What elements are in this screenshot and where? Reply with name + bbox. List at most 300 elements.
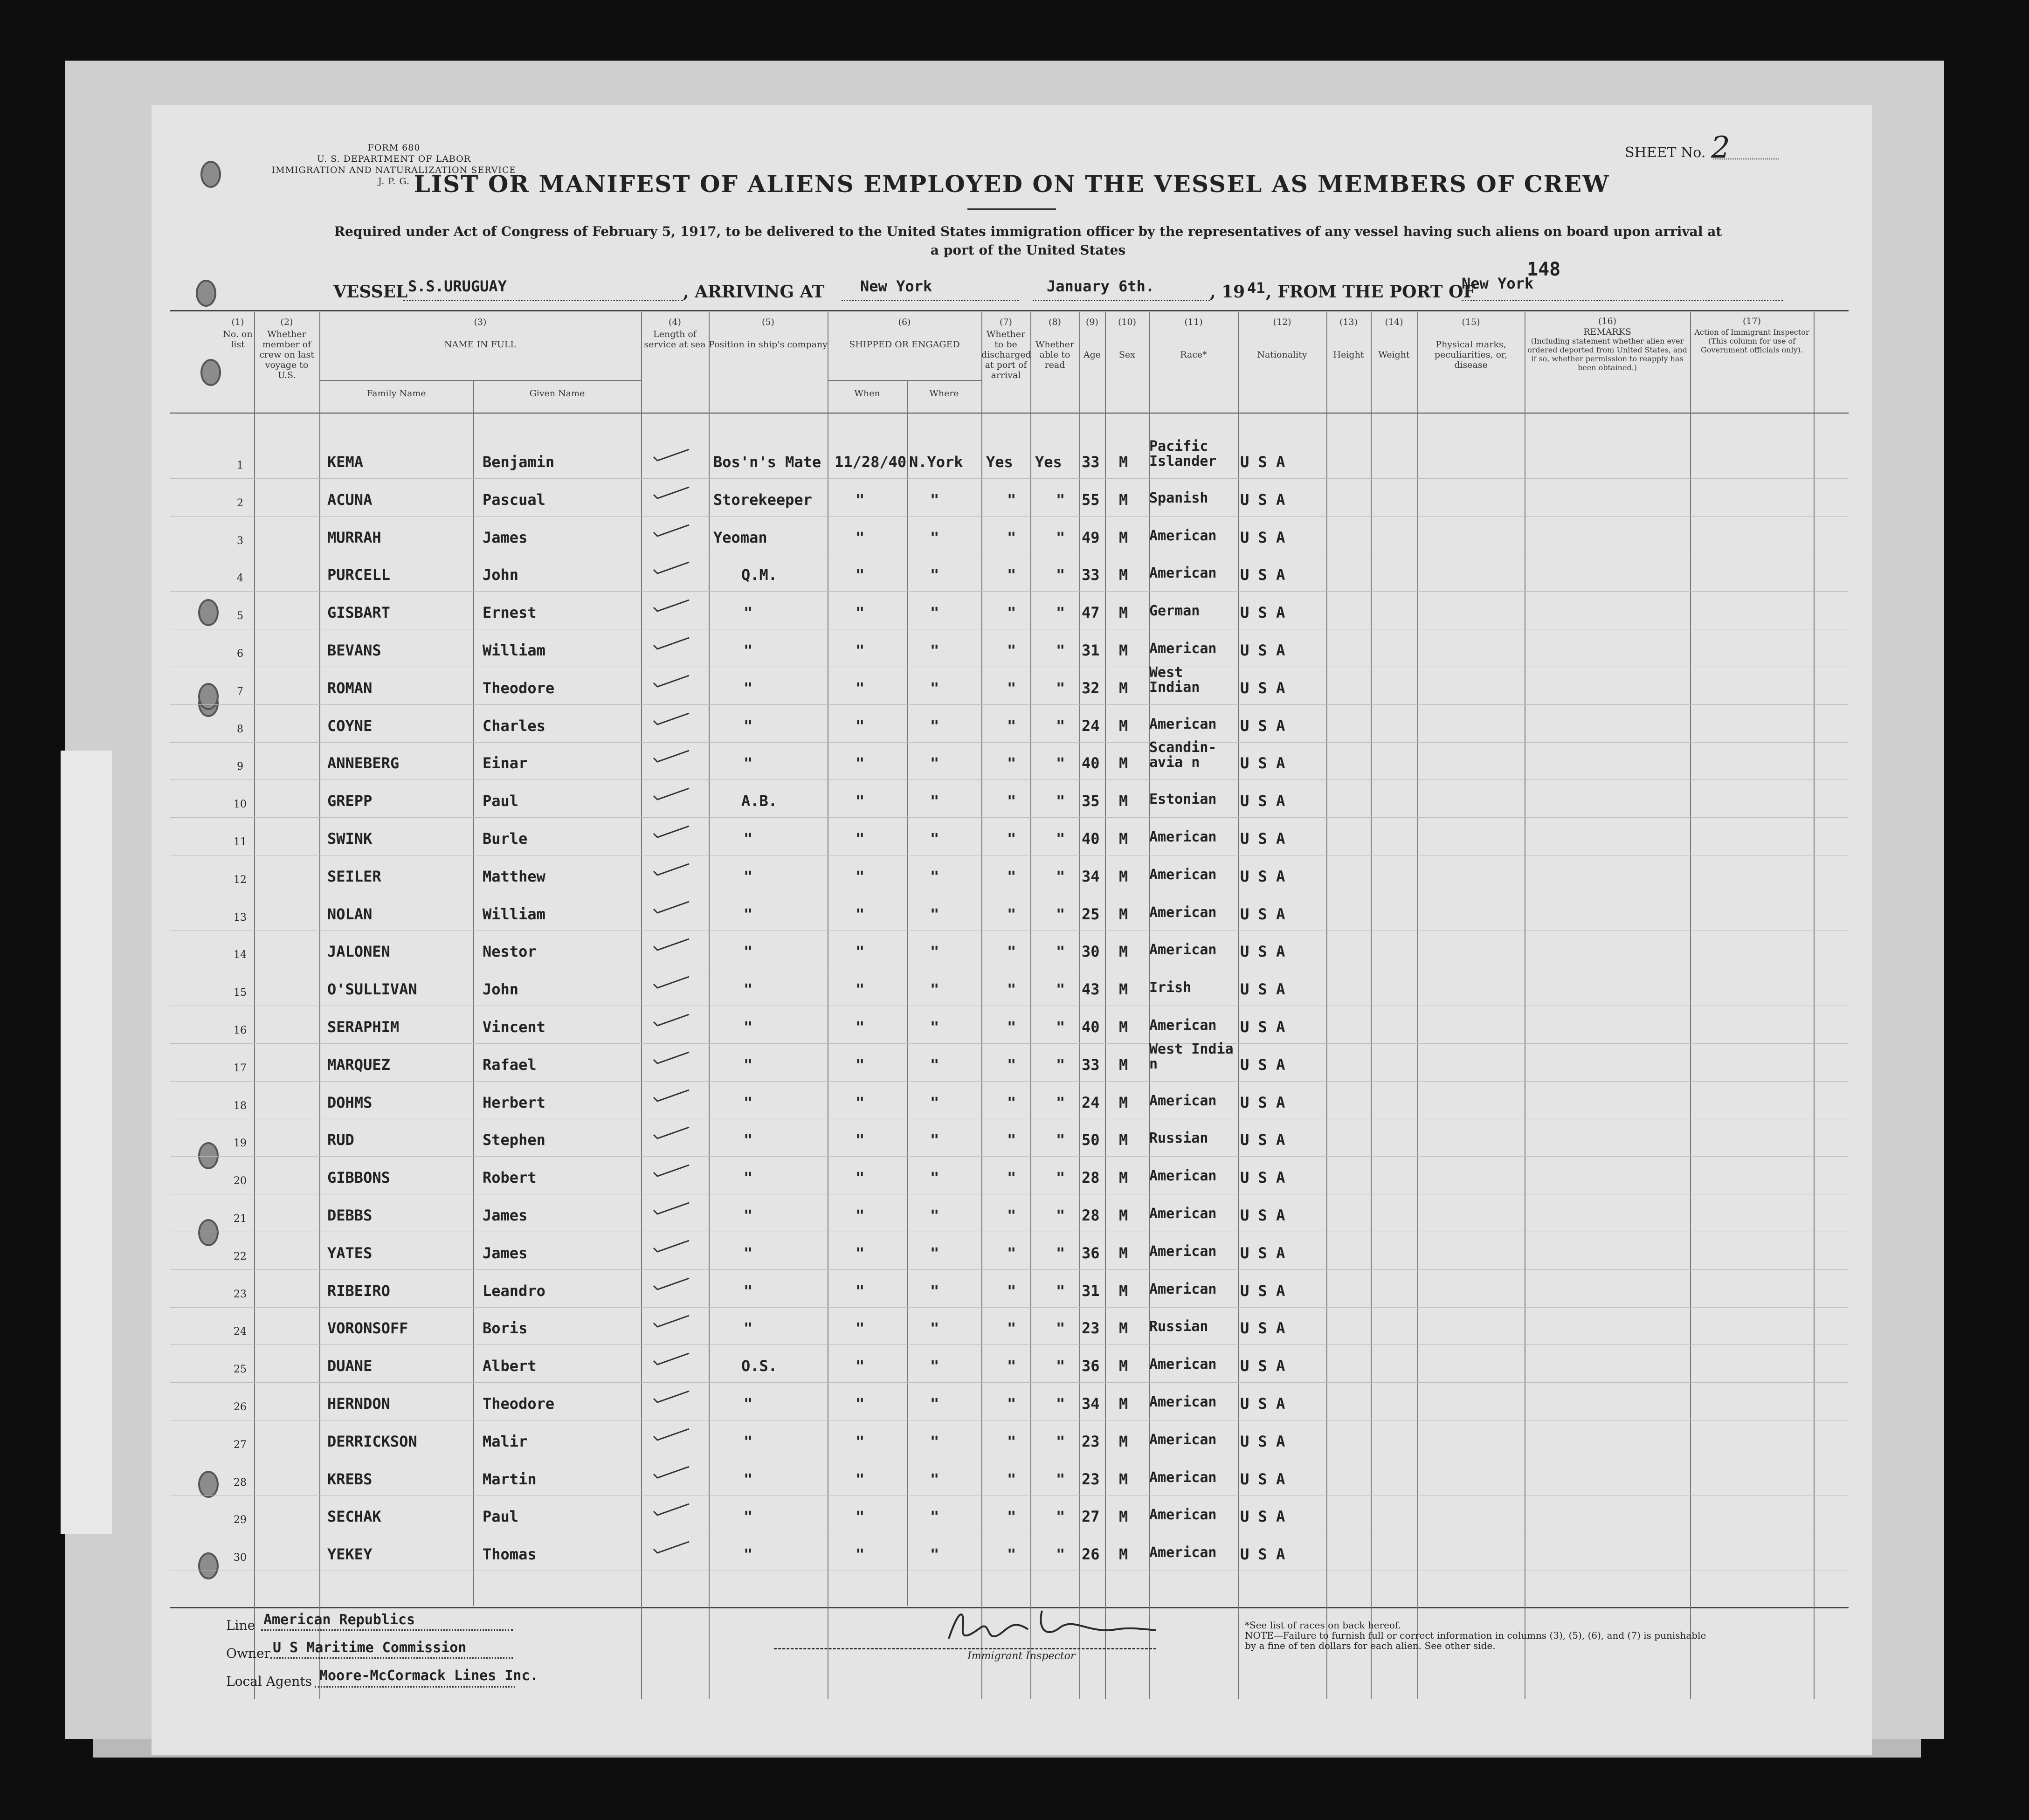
family-name-cell: ANNEBERG xyxy=(327,754,400,772)
family-name-cell: DERRICKSON xyxy=(327,1432,417,1450)
shipped-when-cell: " xyxy=(856,1432,865,1450)
able-to-read-cell: " xyxy=(1056,604,1065,622)
shipped-where-cell: " xyxy=(930,1206,939,1224)
nationality-cell: U S A xyxy=(1240,1432,1285,1450)
race-cell: American xyxy=(1149,904,1217,921)
check-mark-icon xyxy=(653,750,690,764)
discharged-cell: " xyxy=(1007,1470,1016,1488)
nationality-cell: U S A xyxy=(1240,830,1285,848)
shipped-when-cell: " xyxy=(856,792,865,810)
check-mark-icon xyxy=(653,863,690,877)
col-6-header: (6) SHIPPED OR ENGAGED xyxy=(849,317,960,350)
shipped-when-cell: " xyxy=(856,1093,865,1111)
manifest-page xyxy=(152,105,1872,1755)
row-number: 14 xyxy=(234,949,247,961)
row-number: 23 xyxy=(234,1288,247,1300)
paper-strip xyxy=(61,751,112,1534)
position-cell: " xyxy=(744,943,753,961)
given-name-cell: Theodore xyxy=(483,679,555,697)
discharged-cell: " xyxy=(1007,1395,1016,1413)
row-number: 26 xyxy=(234,1401,247,1413)
family-name-cell: DEBBS xyxy=(327,1206,373,1224)
sex-cell: M xyxy=(1119,641,1128,659)
age-cell: 23 xyxy=(1082,1470,1100,1488)
family-name-cell: KREBS xyxy=(327,1470,373,1488)
discharged-cell: " xyxy=(1007,830,1016,848)
col-14-header: (14) Weight xyxy=(1378,317,1410,360)
age-cell: 23 xyxy=(1082,1319,1100,1337)
sex-cell: M xyxy=(1119,528,1128,546)
shipped-when-cell: 11/28/40 xyxy=(835,453,907,471)
position-cell: " xyxy=(744,1319,753,1337)
shipped-where-cell: " xyxy=(930,641,939,659)
age-cell: 25 xyxy=(1082,905,1100,923)
position-cell: A.B. xyxy=(741,792,778,810)
shipped-where-cell: " xyxy=(930,1055,939,1074)
given-name-cell: James xyxy=(483,1206,528,1224)
age-cell: 40 xyxy=(1082,754,1100,772)
nationality-cell: U S A xyxy=(1240,1508,1285,1526)
age-cell: 24 xyxy=(1082,1093,1100,1111)
row-number: 19 xyxy=(234,1138,247,1150)
binder-hole xyxy=(200,359,221,386)
check-mark-icon xyxy=(653,1390,690,1404)
row-number: 1 xyxy=(237,460,243,471)
given-name-cell: Matthew xyxy=(483,867,545,885)
nationality-cell: U S A xyxy=(1240,980,1285,999)
shipped-where-cell: " xyxy=(930,1357,939,1375)
shipped-when-cell: " xyxy=(856,1545,865,1564)
discharged-cell: " xyxy=(1007,490,1016,509)
shipped-where-cell: " xyxy=(930,905,939,923)
line-label: Line xyxy=(226,1618,255,1633)
row-number: 6 xyxy=(237,648,243,660)
row-number: 27 xyxy=(234,1439,247,1451)
position-cell: " xyxy=(744,754,753,772)
shipped-where-cell: " xyxy=(930,1282,939,1300)
family-name-cell: SECHAK xyxy=(327,1508,381,1526)
arriving-label: , ARRIVING AT xyxy=(683,282,825,302)
row-number: 5 xyxy=(237,610,243,622)
check-mark-icon xyxy=(653,1126,690,1140)
row-number: 25 xyxy=(234,1364,247,1376)
binder-hole xyxy=(198,1142,219,1169)
position-cell: " xyxy=(744,1206,753,1224)
line-value: American Republics xyxy=(263,1612,415,1628)
able-to-read-cell: " xyxy=(1056,1319,1065,1337)
given-name-cell: Nestor xyxy=(483,943,537,961)
shipped-when-cell: " xyxy=(856,679,865,697)
sheet-number-field xyxy=(1625,131,1730,165)
age-cell: 32 xyxy=(1082,679,1100,697)
check-mark-icon xyxy=(653,1352,690,1366)
col-9-header: (9) Age xyxy=(1083,317,1101,360)
age-cell: 36 xyxy=(1082,1357,1100,1375)
age-cell: 23 xyxy=(1082,1432,1100,1450)
age-cell: 35 xyxy=(1082,792,1100,810)
shipped-when-cell: " xyxy=(856,1055,865,1074)
check-mark-icon xyxy=(653,1089,690,1103)
discharged-cell: " xyxy=(1007,792,1016,810)
year-suffix: 41 xyxy=(1247,279,1265,297)
able-to-read-cell: " xyxy=(1056,1508,1065,1526)
given-name-cell: William xyxy=(483,905,545,923)
shipped-where-cell: " xyxy=(930,980,939,999)
race-cell: American xyxy=(1149,641,1217,657)
check-mark-icon xyxy=(653,486,690,500)
race-cell: Pacific Islander xyxy=(1149,438,1217,469)
given-name-cell: Leandro xyxy=(483,1282,545,1300)
shipped-when-cell: " xyxy=(856,641,865,659)
given-name-cell: Charles xyxy=(483,717,545,735)
shipped-where-cell: " xyxy=(930,1169,939,1187)
position-cell: " xyxy=(744,717,753,735)
race-cell: American xyxy=(1149,866,1217,883)
family-name-cell: BEVANS xyxy=(327,641,381,659)
check-mark-icon xyxy=(653,712,690,726)
position-cell: " xyxy=(744,1169,753,1187)
position-cell: " xyxy=(744,1093,753,1111)
given-name-cell: Vincent xyxy=(483,1018,545,1036)
family-name-cell: SWINK xyxy=(327,830,373,848)
shipped-when-cell: " xyxy=(856,1131,865,1149)
shipped-where-cell: " xyxy=(930,1093,939,1111)
vessel-name: S.S.URUGUAY xyxy=(408,277,507,295)
sex-cell: M xyxy=(1119,679,1128,697)
shipped-where-cell: " xyxy=(930,1545,939,1564)
sex-cell: M xyxy=(1119,1432,1128,1450)
nationality-cell: U S A xyxy=(1240,1319,1285,1337)
family-name-cell: YEKEY xyxy=(327,1545,373,1564)
discharged-cell: " xyxy=(1007,1206,1016,1224)
vessel-info-line xyxy=(333,277,1783,305)
position-cell: " xyxy=(744,1282,753,1300)
able-to-read-cell: " xyxy=(1056,717,1065,735)
position-cell: " xyxy=(744,604,753,622)
age-cell: 24 xyxy=(1082,717,1100,735)
race-cell: American xyxy=(1149,1356,1217,1373)
binder-hole xyxy=(198,1471,219,1498)
nationality-cell: U S A xyxy=(1240,1206,1285,1224)
race-cell: Russian xyxy=(1149,1130,1208,1147)
given-name-cell: Einar xyxy=(483,754,528,772)
race-cell: American xyxy=(1149,716,1217,732)
family-name-cell: NOLAN xyxy=(327,905,373,923)
able-to-read-cell: " xyxy=(1056,1282,1065,1300)
owner-value: U S Maritime Commission xyxy=(273,1640,467,1656)
race-cell: American xyxy=(1149,1394,1217,1410)
shipped-where-cell: " xyxy=(930,566,939,584)
shipped-when-cell: " xyxy=(856,604,865,622)
shipped-where-cell: " xyxy=(930,830,939,848)
age-cell: 34 xyxy=(1082,867,1100,885)
discharged-cell: " xyxy=(1007,1131,1016,1149)
when-header: When xyxy=(854,388,880,399)
sex-cell: M xyxy=(1119,905,1128,923)
sex-cell: M xyxy=(1119,943,1128,961)
nationality-cell: U S A xyxy=(1240,1470,1285,1488)
col-15-header: (15) Physical marks, peculiarities, or, disease xyxy=(1434,317,1508,370)
age-cell: 43 xyxy=(1082,980,1100,999)
able-to-read-cell: " xyxy=(1056,1169,1065,1187)
signature-caption: Immigrant Inspector xyxy=(967,1650,1076,1662)
able-to-read-cell: " xyxy=(1056,830,1065,848)
family-name-cell: YATES xyxy=(327,1244,373,1262)
nationality-cell: U S A xyxy=(1240,1395,1285,1413)
vessel-label: VESSEL xyxy=(333,282,408,302)
row-number: 9 xyxy=(237,761,243,773)
discharged-cell: " xyxy=(1007,980,1016,999)
row-number: 7 xyxy=(237,685,243,697)
discharged-cell: " xyxy=(1007,641,1016,659)
col-16-header: (16) REMARKS (Including statement whether alien ever ordered deported from United States, and if so, whether permission to reapply has been obtained.) xyxy=(1527,316,1687,372)
race-cell: American xyxy=(1149,1431,1217,1448)
able-to-read-cell: " xyxy=(1056,1545,1065,1564)
able-to-read-cell: " xyxy=(1056,1093,1065,1111)
col-13-header: (13) Height xyxy=(1333,317,1364,360)
age-cell: 33 xyxy=(1082,1055,1100,1074)
agents-label: Local Agents xyxy=(226,1674,312,1689)
nationality-cell: U S A xyxy=(1240,453,1285,471)
given-name-cell: Herbert xyxy=(483,1093,545,1111)
shipped-where-cell: " xyxy=(930,1018,939,1036)
age-cell: 26 xyxy=(1082,1545,1100,1564)
footnote xyxy=(1245,1620,1711,1651)
position-cell: " xyxy=(744,679,753,697)
position-cell: Bos'n's Mate xyxy=(713,453,821,471)
department-name: U. S. DEPARTMENT OF LABOR xyxy=(317,154,471,164)
shipped-where-cell: " xyxy=(930,1432,939,1450)
given-name-cell: Ernest xyxy=(483,604,537,622)
race-cell: Spanish xyxy=(1149,489,1208,506)
age-cell: 33 xyxy=(1082,566,1100,584)
race-cell: American xyxy=(1149,1243,1217,1260)
given-name-cell: Pascual xyxy=(483,490,545,509)
shipped-where-cell: " xyxy=(930,490,939,509)
race-cell: American xyxy=(1149,1168,1217,1185)
document-title: LIST OR MANIFEST OF ALIENS EMPLOYED ON THE VESSEL AS MEMBERS OF CREW xyxy=(414,170,1610,198)
discharged-cell: " xyxy=(1007,867,1016,885)
age-cell: 36 xyxy=(1082,1244,1100,1262)
nationality-cell: U S A xyxy=(1240,943,1285,961)
discharged-cell: " xyxy=(1007,528,1016,546)
from-port-label: , FROM THE PORT OF xyxy=(1266,282,1476,302)
col-3-header: (3) NAME IN FULL xyxy=(444,317,517,350)
family-name-cell: ACUNA xyxy=(327,490,373,509)
check-mark-icon xyxy=(653,675,690,689)
nationality-cell: U S A xyxy=(1240,604,1285,622)
sex-cell: M xyxy=(1119,490,1128,509)
family-name-cell: VORONSOFF xyxy=(327,1319,408,1337)
race-cell: American xyxy=(1149,1544,1217,1561)
sex-cell: M xyxy=(1119,1508,1128,1526)
sex-cell: M xyxy=(1119,1282,1128,1300)
document-subtitle: Required under Act of Congress of February 5, 1917, to be delivered to the United States immigration officer by the representatives of any vessel having such aliens on board upon arrival at a port of the United States xyxy=(334,224,1722,258)
sex-cell: M xyxy=(1119,453,1128,471)
position-cell: " xyxy=(744,830,753,848)
row-number: 12 xyxy=(234,874,247,886)
given-name-cell: Thomas xyxy=(483,1545,537,1564)
nationality-cell: U S A xyxy=(1240,1357,1285,1375)
row-number: 29 xyxy=(234,1514,247,1526)
shipped-when-cell: " xyxy=(856,1470,865,1488)
able-to-read-cell: " xyxy=(1056,867,1065,885)
race-cell: American xyxy=(1149,1507,1217,1524)
discharged-cell: " xyxy=(1007,1545,1016,1564)
shipped-where-cell: " xyxy=(930,528,939,546)
shipped-when-cell: " xyxy=(856,1319,865,1337)
race-cell: American xyxy=(1149,942,1217,958)
family-name-cell: JALONEN xyxy=(327,943,390,961)
sex-cell: M xyxy=(1119,1131,1128,1149)
race-cell: Russian xyxy=(1149,1318,1208,1335)
check-mark-icon xyxy=(653,1466,690,1480)
shipped-when-cell: " xyxy=(856,943,865,961)
handwritten-annotation: 148 xyxy=(1527,259,1561,280)
col-10-header: (10) Sex xyxy=(1118,317,1136,360)
position-cell: " xyxy=(744,1395,753,1413)
header-bottom-rule xyxy=(170,413,1849,414)
able-to-read-cell: " xyxy=(1056,980,1065,999)
age-cell: 34 xyxy=(1082,1395,1100,1413)
binder-hole xyxy=(196,280,216,307)
shipped-when-cell: " xyxy=(856,1395,865,1413)
check-mark-icon xyxy=(653,1503,690,1517)
able-to-read-cell: " xyxy=(1056,1244,1065,1262)
check-mark-icon xyxy=(653,1277,690,1291)
nationality-cell: U S A xyxy=(1240,490,1285,509)
row-number: 3 xyxy=(237,535,243,547)
race-cell: American xyxy=(1149,1206,1217,1222)
row-number: 10 xyxy=(234,799,247,811)
row-number: 28 xyxy=(234,1476,247,1489)
position-cell: " xyxy=(744,1244,753,1262)
row-number: 17 xyxy=(234,1062,247,1074)
able-to-read-cell: " xyxy=(1056,754,1065,772)
given-name-cell: Paul xyxy=(483,792,519,810)
shipped-when-cell: " xyxy=(856,528,865,546)
discharged-cell: " xyxy=(1007,905,1016,923)
sex-cell: M xyxy=(1119,566,1128,584)
shipped-when-cell: " xyxy=(856,1244,865,1262)
nationality-cell: U S A xyxy=(1240,566,1285,584)
position-cell: " xyxy=(744,980,753,999)
race-cell: German xyxy=(1149,603,1200,620)
nationality-cell: U S A xyxy=(1240,1093,1285,1111)
shipped-when-cell: " xyxy=(856,1508,865,1526)
given-name-cell: William xyxy=(483,641,545,659)
row-number: 22 xyxy=(234,1250,247,1262)
shipped-where-cell: " xyxy=(930,717,939,735)
col-4-header: (4) Length of service at sea xyxy=(644,317,706,350)
given-name-cell: Theodore xyxy=(483,1395,555,1413)
row-number: 11 xyxy=(234,836,247,848)
shipped-where-cell: " xyxy=(930,604,939,622)
row-number: 21 xyxy=(234,1213,247,1225)
race-cell: American xyxy=(1149,1017,1217,1034)
check-mark-icon xyxy=(653,901,690,915)
position-cell: " xyxy=(744,1508,753,1526)
shipped-when-cell: " xyxy=(856,905,865,923)
col-5-header: (5) Position in ship's company xyxy=(709,317,828,350)
age-cell: 31 xyxy=(1082,1282,1100,1300)
family-name-cell: HERNDON xyxy=(327,1395,390,1413)
shipped-when-cell: " xyxy=(856,566,865,584)
position-cell: " xyxy=(744,1055,753,1074)
sex-cell: M xyxy=(1119,792,1128,810)
discharged-cell: " xyxy=(1007,1055,1016,1074)
check-mark-icon xyxy=(653,1013,690,1027)
age-cell: 47 xyxy=(1082,604,1100,622)
shipped-when-cell: " xyxy=(856,867,865,885)
given-name-cell: Burle xyxy=(483,830,528,848)
able-to-read-cell: " xyxy=(1056,1206,1065,1224)
shipped-where-cell: " xyxy=(930,1395,939,1413)
discharged-cell: " xyxy=(1007,754,1016,772)
nationality-cell: U S A xyxy=(1240,1055,1285,1074)
nationality-cell: U S A xyxy=(1240,1282,1285,1300)
nationality-cell: U S A xyxy=(1240,792,1285,810)
binder-hole xyxy=(198,1552,219,1579)
able-to-read-cell: " xyxy=(1056,943,1065,961)
sex-cell: M xyxy=(1119,1093,1128,1111)
family-name-cell: SERAPHIM xyxy=(327,1018,400,1036)
check-mark-icon xyxy=(653,938,690,952)
col-2-header: (2) Whether member of crew on last voyage to U.S. xyxy=(259,317,314,380)
able-to-read-cell: " xyxy=(1056,1055,1065,1074)
given-name-cell: Albert xyxy=(483,1357,537,1375)
shipped-where-cell: " xyxy=(930,867,939,885)
family-name-header: Family Name xyxy=(366,388,426,399)
position-cell: O.S. xyxy=(741,1357,778,1375)
shipped-where-cell: " xyxy=(930,1470,939,1488)
col-11-header: (11) Race* xyxy=(1180,317,1207,360)
family-name-cell: RUD xyxy=(327,1131,354,1149)
col-7-header: (7) Whether to be discharged at port of arrival xyxy=(981,317,1031,380)
family-name-cell: SEILER xyxy=(327,867,381,885)
family-name-cell: RIBEIRO xyxy=(327,1282,390,1300)
form-code: J. P. G. xyxy=(378,176,410,186)
nationality-cell: U S A xyxy=(1240,1018,1285,1036)
position-cell: " xyxy=(744,905,753,923)
able-to-read-cell: " xyxy=(1056,1357,1065,1375)
check-mark-icon xyxy=(653,561,690,575)
sex-cell: M xyxy=(1119,830,1128,848)
sex-cell: M xyxy=(1119,754,1128,772)
row-number: 15 xyxy=(234,987,247,999)
sex-cell: M xyxy=(1119,1470,1128,1488)
penalty-note: NOTE—Failure to furnish full or correct information in columns (3), (5), (6), and (7) is punishable by a fine of ten dollars for each alien. See other side. xyxy=(1245,1630,1706,1651)
sheet-number: 2 xyxy=(1711,131,1730,165)
row-number: 24 xyxy=(234,1326,247,1338)
nationality-cell: U S A xyxy=(1240,1545,1285,1564)
age-cell: 40 xyxy=(1082,830,1100,848)
given-name-cell: Paul xyxy=(483,1508,519,1526)
age-cell: 30 xyxy=(1082,943,1100,961)
family-name-cell: COYNE xyxy=(327,717,373,735)
col-1-header: (1) No. on list xyxy=(223,317,253,350)
family-name-cell: O'SULLIVAN xyxy=(327,980,417,999)
discharged-cell: " xyxy=(1007,1093,1016,1111)
position-cell: " xyxy=(744,1131,753,1149)
discharged-cell: " xyxy=(1007,1282,1016,1300)
binder-hole xyxy=(198,599,219,626)
inspector-signature xyxy=(921,1601,1163,1653)
position-cell: " xyxy=(744,1432,753,1450)
family-name-cell: GREPP xyxy=(327,792,373,810)
shipped-where-cell: " xyxy=(930,1508,939,1526)
check-mark-icon xyxy=(653,599,690,613)
